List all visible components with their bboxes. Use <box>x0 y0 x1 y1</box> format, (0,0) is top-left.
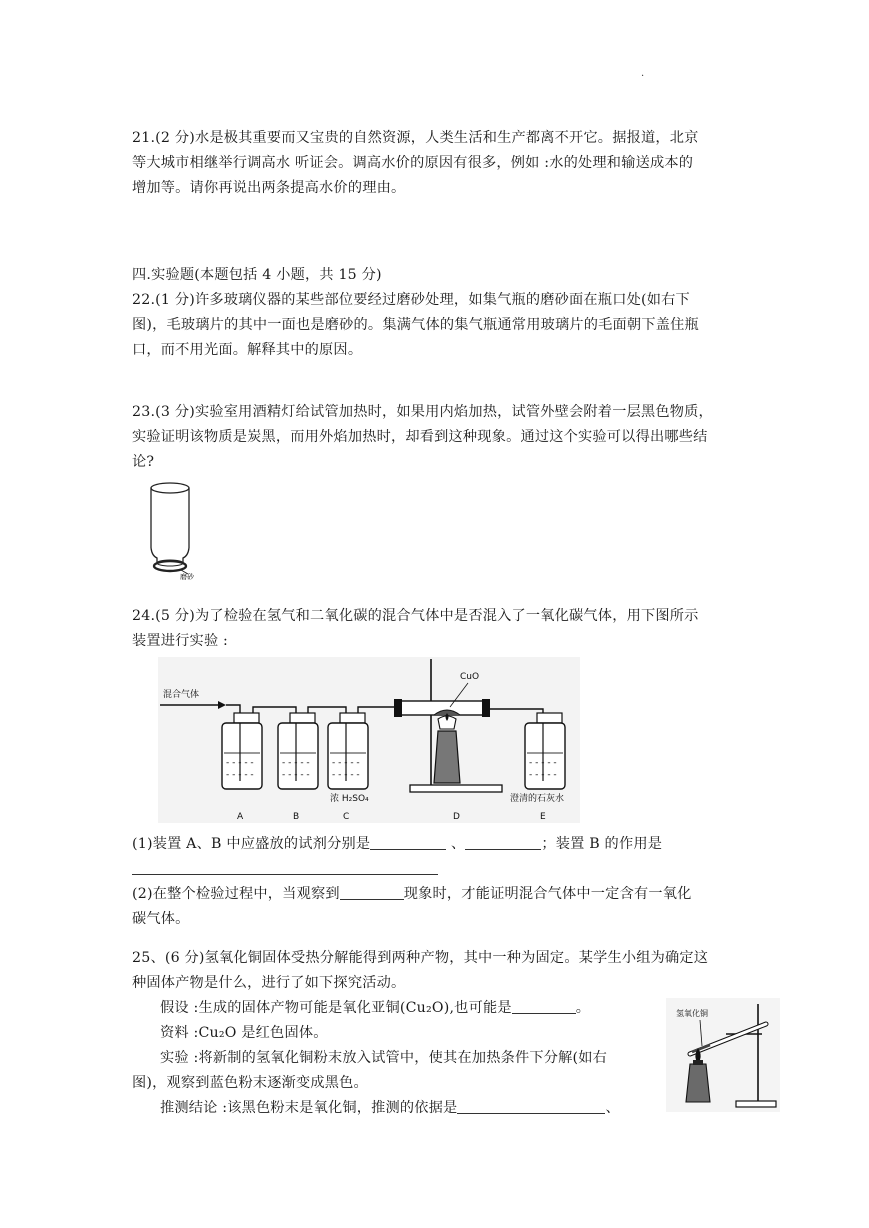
svg-text:- - - - -: - - - - - <box>282 770 310 780</box>
q25-info: 资料 :Cu₂O 是红色固体。 <box>160 1025 328 1041</box>
q25-line-2: 种固体产物是什么，进行了如下探究活动。 <box>132 975 406 991</box>
letter-a: A <box>237 812 244 822</box>
letter-e: E <box>540 812 546 822</box>
svg-text:- - - - -: - - - - - <box>529 758 557 768</box>
question-21 <box>132 126 742 201</box>
q23-line-2: 实验证明该物质是炭黑，而用外焰加热时，却看到这种现象。通过这个实验可以得出哪些结 <box>132 429 708 445</box>
bottle-e <box>525 713 565 789</box>
section-4-title: 四.实验题(本题包括 4 小题，共 15 分) <box>132 267 382 283</box>
limewater-label: 澄清的石灰水 <box>510 794 565 804</box>
q25-experiment-1: 实验 :将新制的氢氧化铜粉末放入试管中，使其在加热条件下分解(如右 <box>160 1050 608 1066</box>
cuo-label: CuO <box>460 672 480 682</box>
question-25-body <box>132 996 652 1121</box>
q24-part-1-continued <box>132 857 742 882</box>
bottle-c <box>328 713 368 789</box>
bottle-b <box>278 713 318 789</box>
q24-part2-text-c: 碳气体。 <box>132 911 190 927</box>
svg-text:- - - - -: - - - - - <box>332 758 360 768</box>
heating-setup-figure <box>666 998 780 1112</box>
gas-jar-figure <box>140 476 210 582</box>
q24-part-1 <box>132 832 742 857</box>
q23-line-1: 23.(3 分)实验室用酒精灯给试管加热时，如果用内焰加热，试管外壁会附着一层黑色物质， <box>132 404 713 420</box>
svg-text:- - - - -: - - - - - <box>529 770 557 780</box>
svg-text:- - - - -: - - - - - <box>332 770 360 780</box>
q24-part1-text-b: ；装置 B 的作用是 <box>541 836 663 852</box>
svg-text:- - - - -: - - - - - <box>226 758 254 768</box>
q25-conclusion-text-a: 推测结论 :该黑色粉末是氧化铜，推测的依据是 <box>160 1100 458 1116</box>
q25-hypothesis-text-a: 假设 :生成的固体产物可能是氧化亚铜(Cu₂O),也可能是 <box>160 1000 512 1016</box>
q25-experiment-2: 图)，观察到蓝色粉末逐渐变成黑色。 <box>132 1075 368 1091</box>
q24-line-2: 装置进行实验 : <box>132 633 229 649</box>
letter-c: C <box>343 812 350 822</box>
answer-blank-hypothesis[interactable] <box>512 999 576 1014</box>
answer-blank-b[interactable] <box>465 835 541 850</box>
q22-line-1: 22.(1 分)许多玻璃仪器的某些部位要经过磨砂处理，如集气瓶的磨砂面在瓶口处(如右下 <box>132 292 690 308</box>
letter-d: D <box>453 812 460 822</box>
answer-blank-basis[interactable] <box>457 1099 605 1114</box>
q25-conclusion <box>132 1096 652 1121</box>
answer-blank-phenomenon[interactable] <box>340 885 404 900</box>
copper-hydroxide-label: 氢氧化铜 <box>676 1009 708 1018</box>
q22-line-3: 口，而不用光面。解释其中的原因。 <box>132 342 363 358</box>
q24-part1-text-a: (1)装置 A、B 中应盛放的试剂分别是 <box>132 836 371 852</box>
letter-b: B <box>293 812 300 822</box>
question-25 <box>132 946 742 996</box>
header-dot: . <box>641 68 645 79</box>
svg-text:- - - - -: - - - - - <box>282 758 310 768</box>
q23-line-3: 论? <box>132 454 155 470</box>
apparatus-figure <box>158 657 580 823</box>
svg-text:- - - - -: - - - - - <box>226 770 254 780</box>
q24-part2-text-a: (2)在整个检验过程中，当观察到 <box>132 886 340 902</box>
q24-part2-text-b: 现象时，才能证明混合气体中一定含有一氧化 <box>403 886 692 902</box>
q24-part1-sep: 、 <box>450 836 466 852</box>
question-24-parts <box>132 832 742 932</box>
q22-line-2: 图)，毛玻璃片的其中一面也是磨砂的。集满气体的集气瓶通常用玻璃片的毛面朝下盖住瓶 <box>132 317 699 333</box>
section-4 <box>132 263 742 363</box>
q24-part-2 <box>132 882 742 907</box>
bottle-a <box>222 713 262 789</box>
q25-hypothesis <box>132 996 652 1021</box>
q21-line-1: 21.(2 分)水是极其重要而又宝贵的自然资源，人类生活和生产都离不开它。据报道，北京 <box>132 130 699 146</box>
ground-glass-label: 磨砂 <box>180 573 194 581</box>
answer-blank-a[interactable] <box>370 835 446 850</box>
q21-line-3: 增加等。请你再说出两条提高水价的理由。 <box>132 180 406 196</box>
h2so4-label: 浓 H₂SO₄ <box>330 794 369 804</box>
mixed-gas-label: 混合气体 <box>163 690 200 700</box>
q21-line-2: 等大城市相继举行调高水 听证会。调高水价的原因有很多，例如 :水的处理和输送成本的 <box>132 155 694 171</box>
q24-line-1: 24.(5 分)为了检验在氢气和二氧化碳的混合气体中是否混入了一氧化碳气体，用下图所示 <box>132 608 699 624</box>
q25-hypothesis-text-b: 。 <box>575 1000 591 1016</box>
question-24 <box>132 604 742 654</box>
q25-conclusion-text-b: 、 <box>605 1100 620 1116</box>
question-23 <box>132 400 742 475</box>
q25-line-1: 25、(6 分)氢氧化铜固体受热分解能得到两种产物，其中一种为固定。某学生小组为确定这 <box>132 950 709 966</box>
answer-blank-b-role[interactable] <box>132 860 438 875</box>
